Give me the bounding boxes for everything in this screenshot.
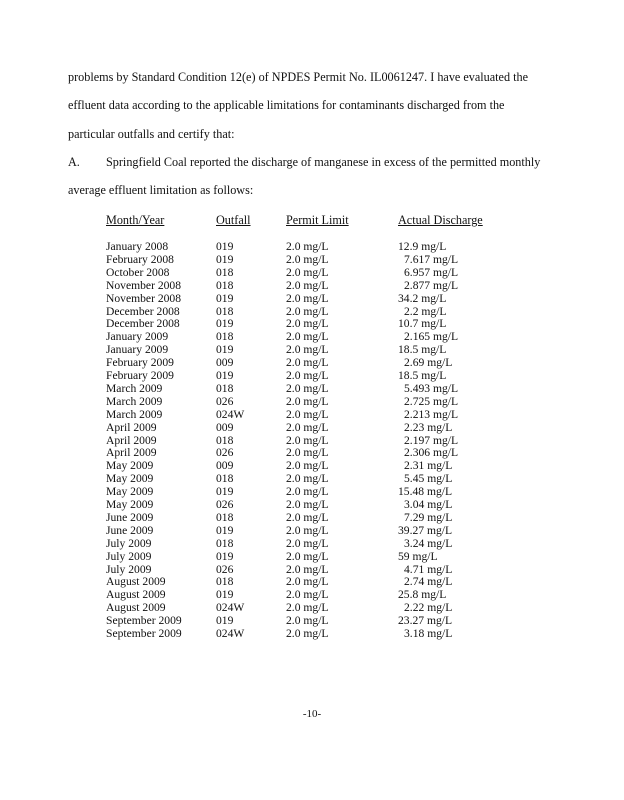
cell-permit-limit: 2.0 mg/L — [286, 459, 329, 473]
cell-permit-limit: 2.0 mg/L — [286, 575, 329, 589]
cell-permit-limit: 2.0 mg/L — [286, 523, 329, 537]
page-number: -10- — [302, 708, 322, 720]
cell-month-year: July 2009 — [106, 549, 152, 563]
header-outfall: Outfall — [216, 213, 251, 227]
cell-month-year: January 2009 — [106, 330, 169, 344]
cell-permit-limit: 2.0 mg/L — [286, 601, 329, 615]
cell-actual-discharge: 59 mg/L — [398, 549, 438, 563]
cell-outfall: 018 — [216, 304, 234, 318]
cell-outfall: 018 — [216, 330, 234, 344]
cell-month-year: May 2009 — [106, 498, 154, 511]
cell-permit-limit: 2.0 mg/L — [286, 510, 329, 524]
cell-actual-discharge: 2.74 mg/L — [404, 575, 453, 589]
cell-month-year: February 2009 — [106, 369, 174, 382]
cell-month-year: March 2009 — [106, 394, 163, 408]
cell-actual-discharge: 25.8 mg/L — [398, 588, 447, 602]
cell-month-year: May 2009 — [106, 485, 154, 499]
cell-actual-discharge: 5.45 mg/L — [404, 472, 453, 486]
cell-permit-limit: 2.0 mg/L — [286, 317, 329, 331]
paragraph-line: particular outfalls and certify that: — [68, 127, 235, 141]
cell-actual-discharge: 2.2 mg/L — [404, 304, 447, 318]
cell-outfall: 026 — [216, 394, 234, 408]
cell-actual-discharge: 15.48 mg/L — [398, 485, 453, 499]
cell-permit-limit: 2.0 mg/L — [286, 498, 329, 511]
cell-outfall: 018 — [216, 536, 234, 550]
header-actual-discharge: Actual Discharge — [398, 213, 483, 227]
cell-permit-limit: 2.0 mg/L — [286, 433, 329, 447]
cell-permit-limit: 2.0 mg/L — [286, 278, 329, 292]
cell-permit-limit: 2.0 mg/L — [286, 485, 329, 499]
cell-actual-discharge: 4.71 mg/L — [404, 562, 453, 576]
cell-outfall: 018 — [216, 510, 234, 524]
cell-actual-discharge: 2.725 mg/L — [404, 394, 459, 408]
cell-outfall: 019 — [216, 291, 234, 305]
cell-outfall: 018 — [216, 575, 234, 589]
cell-permit-limit: 2.0 mg/L — [286, 381, 329, 395]
cell-actual-discharge: 2.197 mg/L — [404, 433, 459, 447]
cell-actual-discharge: 2.306 mg/L — [404, 446, 459, 460]
cell-permit-limit: 2.0 mg/L — [286, 549, 329, 563]
cell-permit-limit: 2.0 mg/L — [286, 420, 329, 434]
cell-actual-discharge: 2.165 mg/L — [404, 330, 459, 344]
cell-actual-discharge: 6.957 mg/L — [404, 265, 459, 279]
cell-outfall: 019 — [216, 549, 234, 563]
cell-outfall: 019 — [216, 614, 234, 628]
cell-actual-discharge: 2.877 mg/L — [404, 278, 459, 292]
cell-outfall: 019 — [216, 240, 234, 253]
cell-actual-discharge: 2.23 mg/L — [404, 420, 453, 434]
item-a-text: Springfield Coal reported the discharge of manganese in excess of the permitted monthly — [106, 155, 541, 169]
item-a-text-cont: average effluent limitation as follows: — [68, 183, 254, 197]
cell-month-year: December 2008 — [106, 304, 180, 318]
cell-outfall: 009 — [216, 356, 234, 370]
cell-month-year: November 2008 — [106, 291, 182, 305]
cell-outfall: 009 — [216, 420, 234, 434]
cell-actual-discharge: 2.213 mg/L — [404, 407, 459, 421]
cell-month-year: October 2008 — [106, 265, 170, 279]
cell-actual-discharge: 34.2 mg/L — [398, 291, 447, 305]
cell-outfall: 019 — [216, 343, 234, 357]
cell-outfall: 009 — [216, 459, 234, 473]
cell-outfall: 024W — [216, 407, 245, 421]
cell-outfall: 018 — [216, 433, 234, 447]
cell-permit-limit: 2.0 mg/L — [286, 252, 329, 266]
cell-actual-discharge: 2.69 mg/L — [404, 356, 453, 370]
paragraph-line: effluent data according to the applicable limitations for contaminants discharged from the — [68, 98, 505, 112]
cell-month-year: August 2009 — [106, 601, 166, 615]
cell-outfall: 019 — [216, 588, 234, 602]
cell-outfall: 018 — [216, 472, 234, 486]
cell-month-year: June 2009 — [106, 523, 154, 537]
cell-month-year: May 2009 — [106, 472, 154, 486]
cell-outfall: 024W — [216, 601, 245, 615]
cell-actual-discharge: 18.5 mg/L — [398, 343, 447, 357]
cell-outfall: 019 — [216, 369, 234, 382]
cell-outfall: 019 — [216, 523, 234, 537]
cell-actual-discharge: 39.27 mg/L — [398, 523, 453, 537]
cell-month-year: March 2009 — [106, 407, 163, 421]
cell-permit-limit: 2.0 mg/L — [286, 446, 329, 460]
cell-month-year: February 2009 — [106, 356, 174, 370]
cell-permit-limit: 2.0 mg/L — [286, 356, 329, 370]
cell-month-year: December 2008 — [106, 317, 180, 331]
cell-outfall: 019 — [216, 485, 234, 499]
cell-permit-limit: 2.0 mg/L — [286, 472, 329, 486]
cell-month-year: August 2009 — [106, 588, 166, 602]
cell-outfall: 018 — [216, 381, 234, 395]
cell-outfall: 018 — [216, 278, 234, 292]
cell-month-year: April 2009 — [106, 433, 157, 447]
cell-actual-discharge: 2.31 mg/L — [404, 459, 453, 473]
cell-outfall: 019 — [216, 252, 234, 266]
cell-month-year: July 2009 — [106, 562, 152, 576]
cell-permit-limit: 2.0 mg/L — [286, 407, 329, 421]
cell-month-year: July 2009 — [106, 536, 152, 550]
cell-month-year: January 2008 — [106, 240, 169, 253]
cell-permit-limit: 2.0 mg/L — [286, 240, 329, 253]
cell-month-year: May 2009 — [106, 459, 154, 473]
cell-actual-discharge: 12.9 mg/L — [398, 240, 447, 253]
header-permit-limit: Permit Limit — [286, 213, 349, 227]
item-label: A. — [68, 155, 80, 169]
cell-permit-limit: 2.0 mg/L — [286, 330, 329, 344]
cell-month-year: February 2008 — [106, 252, 174, 266]
cell-permit-limit: 2.0 mg/L — [286, 304, 329, 318]
cell-actual-discharge: 7.617 mg/L — [404, 252, 459, 266]
cell-outfall: 026 — [216, 562, 234, 576]
paragraph-line: problems by Standard Condition 12(e) of NPDES Permit No. IL0061247. I have evaluated the — [68, 70, 528, 84]
cell-permit-limit: 2.0 mg/L — [286, 614, 329, 628]
cell-actual-discharge: 23.27 mg/L — [398, 614, 453, 628]
cell-month-year: August 2009 — [106, 575, 166, 589]
cell-actual-discharge: 10.7 mg/L — [398, 317, 447, 331]
cell-actual-discharge: 2.22 mg/L — [404, 601, 453, 615]
cell-month-year: January 2009 — [106, 343, 169, 357]
cell-outfall: 018 — [216, 265, 234, 279]
cell-actual-discharge: 5.493 mg/L — [404, 381, 459, 395]
cell-outfall: 024W — [216, 627, 245, 640]
cell-actual-discharge: 7.29 mg/L — [404, 510, 453, 524]
cell-month-year: April 2009 — [106, 446, 157, 460]
cell-month-year: June 2009 — [106, 510, 154, 524]
cell-month-year: March 2009 — [106, 381, 163, 395]
cell-month-year: April 2009 — [106, 420, 157, 434]
cell-actual-discharge: 18.5 mg/L — [398, 369, 447, 382]
cell-permit-limit: 2.0 mg/L — [286, 627, 329, 640]
cell-actual-discharge: 3.24 mg/L — [404, 536, 453, 550]
cell-permit-limit: 2.0 mg/L — [286, 588, 329, 602]
cell-actual-discharge: 3.18 mg/L — [404, 627, 453, 640]
cell-actual-discharge: 3.04 mg/L — [404, 498, 453, 511]
cell-month-year: September 2009 — [106, 627, 182, 640]
cell-permit-limit: 2.0 mg/L — [286, 394, 329, 408]
header-month-year: Month/Year — [106, 213, 165, 227]
cell-permit-limit: 2.0 mg/L — [286, 369, 329, 382]
cell-month-year: September 2009 — [106, 614, 182, 628]
cell-outfall: 026 — [216, 498, 234, 511]
cell-outfall: 026 — [216, 446, 234, 460]
cell-permit-limit: 2.0 mg/L — [286, 343, 329, 357]
cell-month-year: November 2008 — [106, 278, 182, 292]
cell-permit-limit: 2.0 mg/L — [286, 291, 329, 305]
cell-permit-limit: 2.0 mg/L — [286, 265, 329, 279]
cell-permit-limit: 2.0 mg/L — [286, 536, 329, 550]
cell-permit-limit: 2.0 mg/L — [286, 562, 329, 576]
cell-outfall: 019 — [216, 317, 234, 331]
